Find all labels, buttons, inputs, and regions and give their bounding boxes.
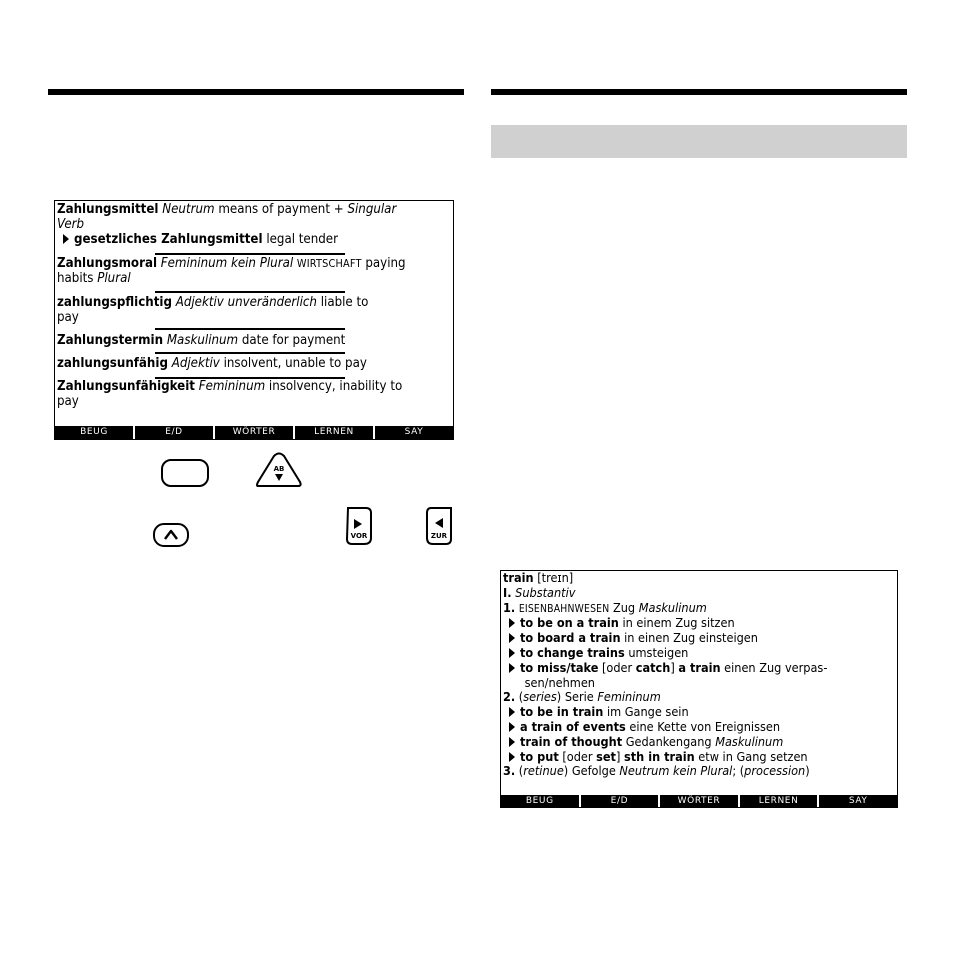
- headword: gesetzliches Zahlungsmittel: [74, 232, 263, 247]
- dictionary-entry[interactable]: [57, 333, 451, 348]
- bullet-arrow-icon: [509, 752, 515, 762]
- left-header-rule: [48, 89, 464, 95]
- dictionary-entry[interactable]: [57, 202, 451, 247]
- headword: to be in train: [520, 704, 604, 720]
- entry-text: [oder: [598, 659, 636, 675]
- entry-text: sen/nehmen: [503, 674, 595, 690]
- entry-text: date for payment: [238, 333, 346, 348]
- entry-text: eine Kette von Ereignissen: [625, 718, 781, 734]
- headword: to change trains: [520, 644, 625, 660]
- grammar-label: Singular: [347, 202, 397, 217]
- headword: 1.: [503, 599, 516, 615]
- entry-line: [57, 202, 451, 217]
- headword: to put: [520, 748, 559, 764]
- entry-text: [oder: [558, 748, 597, 764]
- entry-line: [57, 256, 451, 271]
- entry-line: [57, 217, 451, 232]
- headword: catch: [635, 659, 671, 675]
- entry-separator: [155, 352, 345, 354]
- bullet-arrow-icon: [509, 737, 515, 747]
- grammar-label: Verb: [57, 217, 85, 232]
- bullet-arrow-icon: [509, 633, 515, 643]
- grammar-label: Femininum: [597, 689, 661, 705]
- headword: sth in train: [624, 748, 695, 764]
- function-key-beug[interactable]: BEUG: [501, 795, 579, 807]
- bullet-arrow-icon: [509, 618, 515, 628]
- entry-line: [503, 616, 895, 631]
- ab-key-label: AB: [273, 465, 285, 473]
- grammar-label: procession: [744, 763, 806, 779]
- grammar-label: Maskulinum: [715, 733, 784, 749]
- entry-text: habits: [57, 271, 98, 286]
- function-key-w-rter[interactable]: WÖRTER: [215, 426, 293, 439]
- function-key-bar: [501, 795, 897, 807]
- entry-line: [503, 661, 895, 676]
- function-key-say[interactable]: SAY: [819, 795, 897, 807]
- headword: to miss/take: [520, 659, 599, 675]
- entry-text: Gedankengang: [622, 733, 716, 749]
- entry-line: [503, 735, 895, 750]
- bullet-arrow-icon: [509, 707, 515, 717]
- entry-line: [57, 310, 451, 325]
- entry-line: [503, 750, 895, 765]
- entry-text: WIRTSCHAFT: [296, 257, 362, 270]
- bullet-arrow-icon: [63, 234, 69, 244]
- entry-line: [503, 720, 895, 735]
- entry-separator: [155, 328, 345, 330]
- dictionary-entry[interactable]: [57, 379, 451, 409]
- entry-line: [503, 764, 895, 779]
- headword: set: [596, 748, 616, 764]
- entry-list: [503, 571, 895, 779]
- bullet-arrow-icon: [509, 663, 515, 673]
- entry-text: [treɪn]: [533, 570, 574, 585]
- function-key-say[interactable]: SAY: [375, 426, 453, 439]
- entry-line: [503, 705, 895, 720]
- headword: a train: [678, 659, 721, 675]
- entry-text: etw in Gang setzen: [694, 748, 808, 764]
- grammar-label: Femininum kein Plural: [160, 256, 294, 271]
- grammar-label: Plural: [97, 271, 131, 286]
- headword: a train of events: [520, 718, 626, 734]
- entry-text: liable to: [316, 295, 369, 310]
- entry-line: [57, 394, 451, 409]
- grammar-label: series: [523, 689, 557, 705]
- headword: Zahlungsmoral: [57, 256, 158, 271]
- entry-text: insolvency, inability to: [265, 379, 403, 394]
- entry-text: insolvent, unable to pay: [219, 356, 367, 371]
- entry-line: [57, 379, 451, 394]
- function-key-e-d[interactable]: E/D: [581, 795, 659, 807]
- function-key-w-rter[interactable]: WÖRTER: [660, 795, 738, 807]
- function-key-bar: [55, 426, 453, 439]
- grammar-label: Substantiv: [515, 584, 576, 600]
- entry-text: ; (: [732, 763, 745, 779]
- grammar-label: Neutrum kein Plural: [619, 763, 733, 779]
- entry-text: ) Serie: [556, 689, 598, 705]
- entry-text: in einen Zug einsteigen: [620, 630, 758, 646]
- headword: to board a train: [520, 630, 621, 646]
- entry-text: ) Gefolge: [563, 763, 620, 779]
- dictionary-entry[interactable]: [57, 256, 451, 286]
- entry-line: [57, 333, 451, 348]
- grammar-label: Neutrum: [162, 202, 215, 217]
- entry-text: EISENBAHNWESEN: [518, 602, 610, 615]
- bullet-arrow-icon: [509, 722, 515, 732]
- entry-text: einen Zug verpas-: [720, 659, 828, 675]
- entry-text: pay: [57, 394, 79, 409]
- zur-key-icon[interactable]: [423, 506, 455, 546]
- vor-key-icon[interactable]: [344, 506, 374, 546]
- entry-line: [57, 271, 451, 286]
- entry-text: im Gange sein: [603, 704, 689, 720]
- entry-line: [503, 646, 895, 661]
- entry-line: [57, 295, 451, 310]
- blank-key-icon[interactable]: [160, 458, 210, 488]
- entry-separator: [155, 253, 345, 255]
- grammar-label: Maskulinum: [166, 333, 239, 348]
- entry-text: paying: [361, 256, 406, 271]
- entry-text: (: [515, 763, 524, 779]
- headword: to be on a train: [520, 615, 619, 631]
- entry-text: legal tender: [262, 232, 338, 247]
- headword: zahlungspflichtig: [57, 295, 172, 310]
- entry-separator: [155, 377, 345, 379]
- headword: Zahlungstermin: [57, 333, 164, 348]
- entry-text: ]: [670, 659, 679, 675]
- entry-line: [503, 586, 895, 601]
- headword: Zahlungsmittel: [57, 202, 159, 217]
- right-header-rule: [491, 89, 907, 95]
- function-key-lernen[interactable]: LERNEN: [740, 795, 818, 807]
- grammar-label: Femininum: [198, 379, 266, 394]
- zur-key-label: ZUR: [430, 532, 448, 540]
- entry-line: [503, 571, 895, 586]
- function-key-e-d[interactable]: E/D: [135, 426, 213, 439]
- vor-key-label: VOR: [350, 532, 368, 540]
- grammar-label: Adjektiv unveränderlich: [175, 295, 317, 310]
- entry-line: [57, 232, 451, 247]
- headword: 3.: [503, 763, 516, 779]
- right-grey-band: [491, 125, 907, 158]
- grammar-label: Maskulinum: [638, 599, 707, 615]
- entry-line: [503, 631, 895, 646]
- entry-text: (: [515, 689, 524, 705]
- entry-text: ]: [615, 748, 625, 764]
- headword: 2.: [503, 689, 516, 705]
- entry-line: [503, 676, 895, 691]
- dictionary-entry[interactable]: [57, 356, 451, 371]
- entry-text: ): [805, 763, 810, 779]
- entry-line: [503, 601, 895, 617]
- dictionary-screen-train: [500, 570, 898, 808]
- entry-text: pay: [57, 310, 79, 325]
- up-arrow-key-icon[interactable]: [152, 522, 190, 548]
- entry-text: umsteigen: [624, 644, 689, 660]
- headword: I.: [503, 584, 512, 600]
- dictionary-screen-zahlungsmittel: [54, 200, 454, 440]
- entry-text: means of payment +: [214, 202, 348, 217]
- entry-text: Zug: [609, 599, 639, 615]
- headword: train: [503, 570, 534, 585]
- entry-text: in einem Zug sitzen: [618, 615, 735, 631]
- entry-line: [57, 356, 451, 371]
- ab-scroll-key-icon[interactable]: [254, 451, 304, 489]
- entry-separator: [155, 291, 345, 293]
- headword: Zahlungsunfähigkeit: [57, 379, 195, 394]
- function-key-beug[interactable]: BEUG: [55, 426, 133, 439]
- dictionary-entry[interactable]: [57, 295, 451, 325]
- entry-line: [503, 690, 895, 705]
- grammar-label: retinue: [523, 763, 564, 779]
- bullet-arrow-icon: [509, 648, 515, 658]
- function-key-lernen[interactable]: LERNEN: [295, 426, 373, 439]
- headword: zahlungsunfähig: [57, 356, 168, 371]
- headword: train of thought: [520, 733, 623, 749]
- grammar-label: Adjektiv: [171, 356, 220, 371]
